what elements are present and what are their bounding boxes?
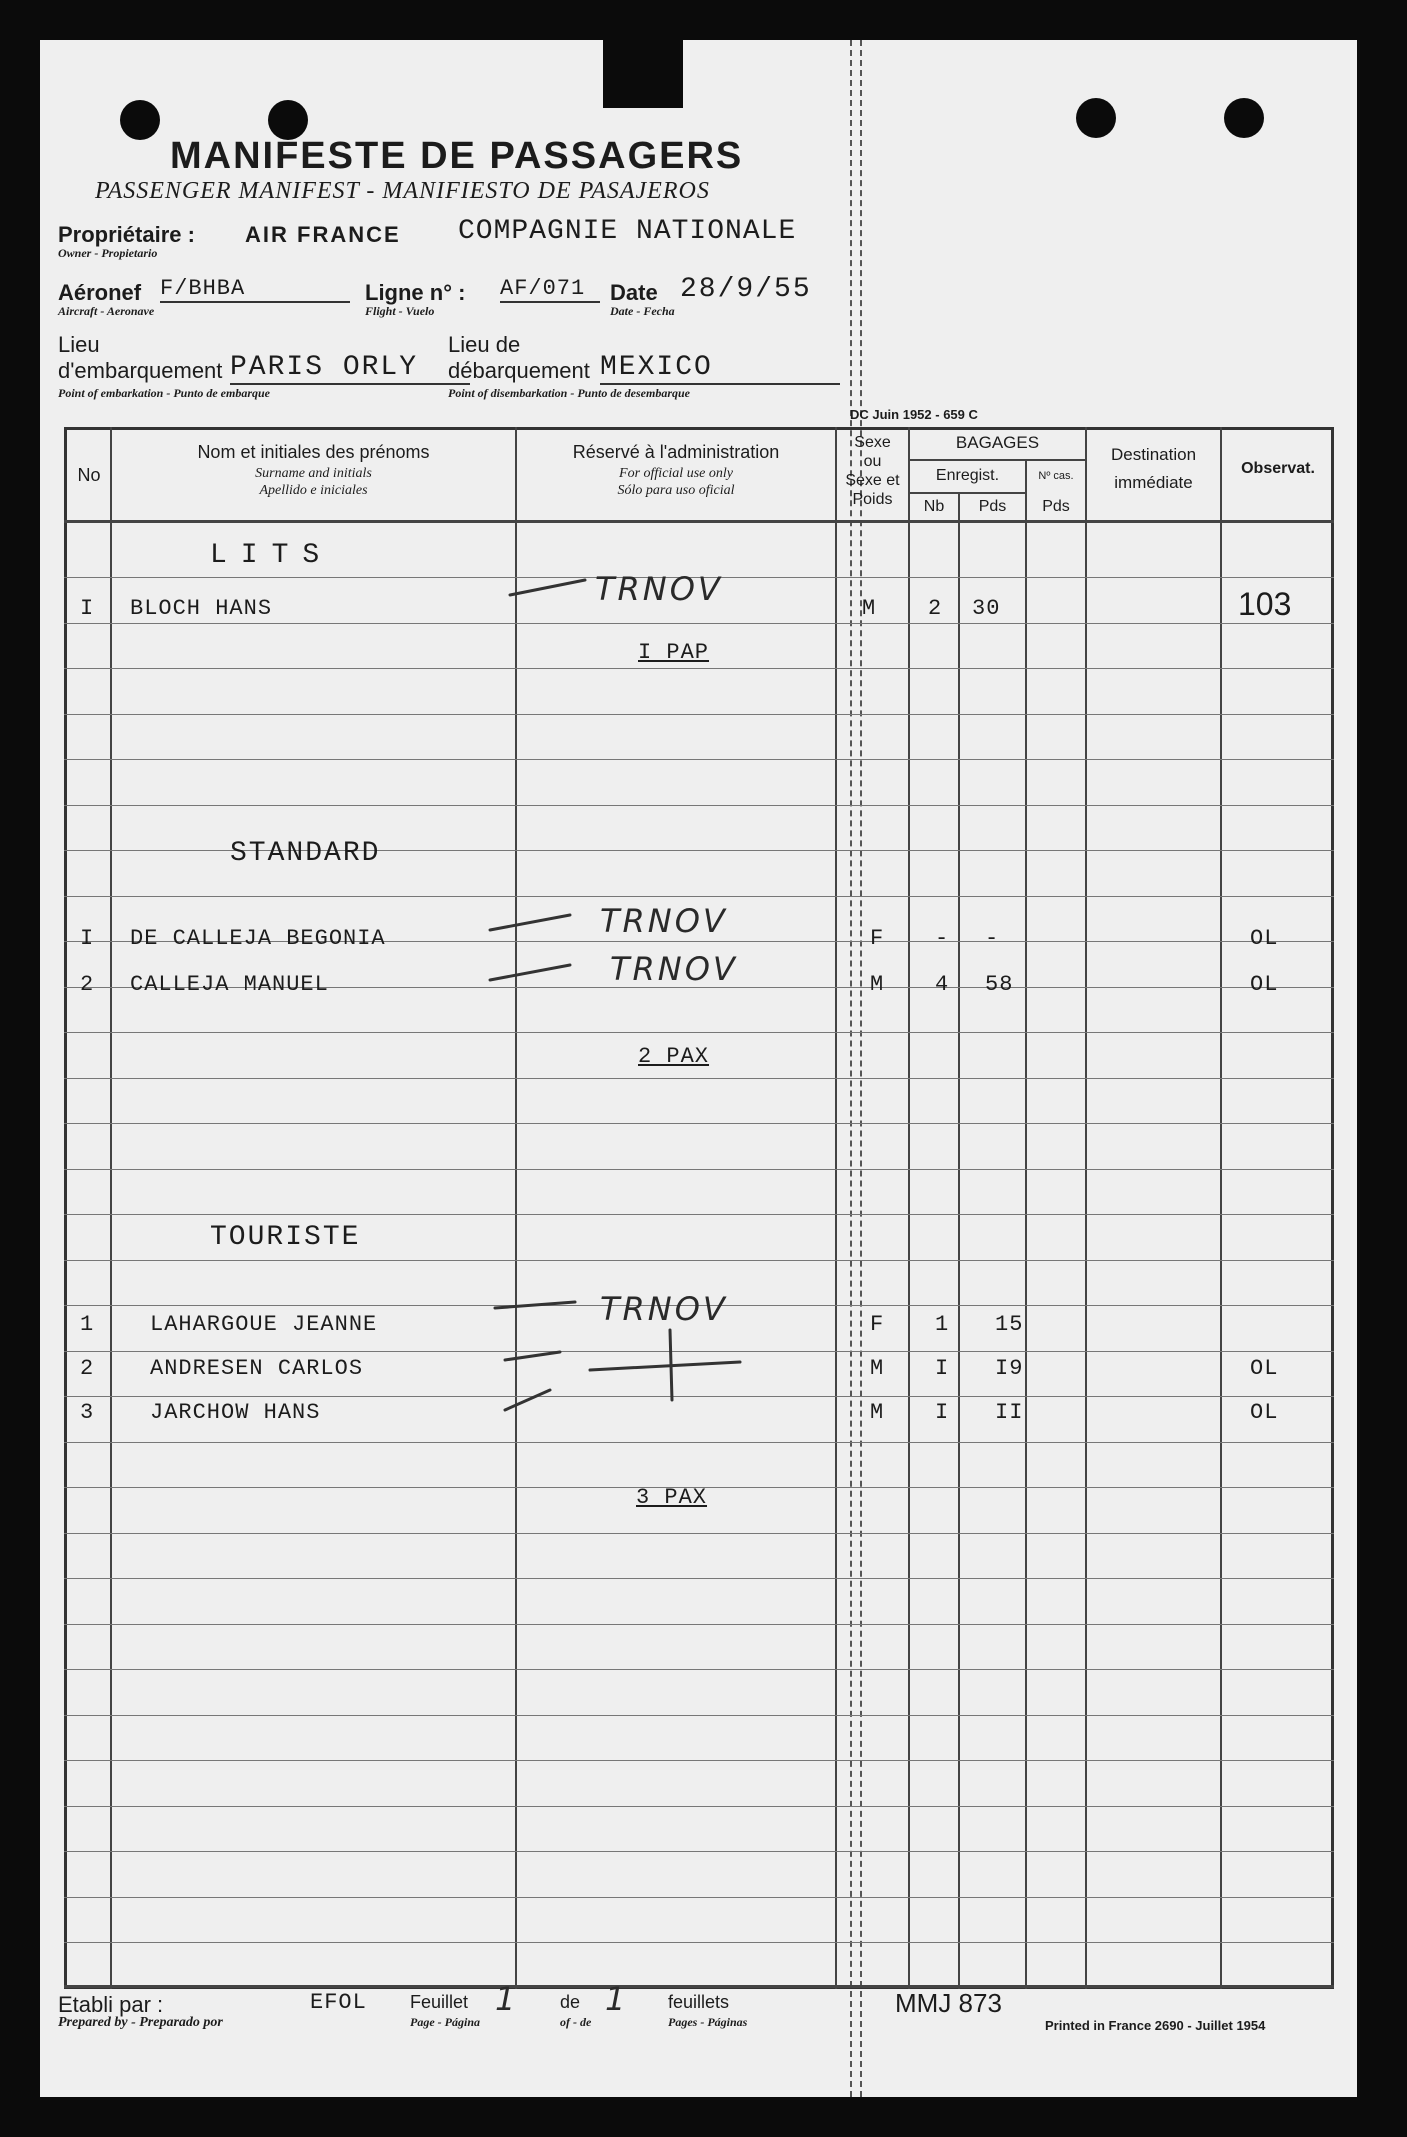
section-total-touriste: 3 PAX [636, 1485, 708, 1510]
row-no: I [80, 926, 95, 951]
aircraft-sub: Aircraft - Aeronave [58, 304, 155, 318]
date-sub: Date - Fecha [610, 304, 675, 318]
observation: OL [1250, 1356, 1279, 1381]
bag-nb: 2 [928, 596, 943, 621]
disembark-value: MEXICO [600, 352, 840, 385]
col-header-sex-1: Sexe [854, 434, 891, 451]
col-header-name: Nom et initiales des prénoms [197, 442, 430, 462]
bag-pds: 30 [972, 596, 1001, 621]
col-header-sex-3: Sexe et [845, 472, 900, 489]
prepared-value: EFOL [310, 1990, 367, 2015]
owner-sub: Owner - Propietario [58, 246, 158, 260]
embark-label-2: d'embarquement [58, 358, 223, 383]
section-total-lits: I PAP [638, 640, 710, 665]
admin-mark: TRNOV [595, 570, 723, 608]
form-code: DC Juin 1952 - 659 C [850, 407, 978, 422]
sex: F [870, 1312, 885, 1337]
bag-pds: 15 [995, 1312, 1024, 1337]
col-header-bagages: BAGAGES [955, 433, 1040, 452]
col-header-no: No [77, 465, 101, 485]
col-header-dest-2: immédiate [1114, 473, 1193, 492]
bag-nb: I [935, 1356, 950, 1381]
bag-pds: I9 [995, 1356, 1024, 1381]
col-header-sex-2: ou [863, 453, 882, 470]
row-no: 2 [80, 972, 95, 997]
page-title: MANIFESTE DE PASSAGERS [170, 135, 744, 177]
disembark-label-1: Lieu de [448, 332, 521, 357]
sex: M [870, 1400, 885, 1425]
footer-divider [64, 1985, 1334, 1988]
col-header-admin-sub1: For official use only [619, 466, 733, 481]
bag-nb: - [935, 926, 950, 951]
of-sub: of - de [560, 2015, 592, 2029]
observation: OL [1250, 972, 1279, 997]
flight-label: Ligne n° : [365, 280, 466, 305]
col-header-nb: Nb [923, 498, 945, 515]
sheet-label: Feuillet [410, 1992, 469, 2012]
passenger-name: JARCHOW HANS [150, 1400, 321, 1425]
sex: M [862, 596, 877, 621]
disembark-sub: Point of disembarkation - Punto de desembarque [448, 386, 691, 400]
sex: M [870, 972, 885, 997]
section-label-touriste: TOURISTE [210, 1222, 361, 1253]
row-no: 1 [80, 1312, 95, 1337]
of-label: de [560, 1992, 581, 2012]
printed-note: Printed in France 2690 - Juillet 1954 [1045, 2018, 1266, 2033]
row-no: I [80, 596, 95, 621]
embark-value: PARIS ORLY [230, 352, 470, 385]
prepared-label: Etabli par : [58, 1992, 164, 2017]
page-subtitle: PASSENGER MANIFEST - MANIFIESTO DE PASAJEROS [95, 178, 710, 204]
passenger-name: CALLEJA MANUEL [130, 972, 329, 997]
date-value: 28/9/55 [680, 274, 812, 305]
flight-sub: Flight - Vuelo [365, 304, 435, 318]
passenger-name: LAHARGOUE JEANNE [150, 1312, 378, 1337]
sheets-sub: Pages - Páginas [668, 2015, 748, 2029]
bag-pds: II [995, 1400, 1024, 1425]
passenger-name: DE CALLEJA BEGONIA [130, 926, 386, 951]
bag-nb: 1 [935, 1312, 950, 1337]
col-header-ncas: Nº cas. [1038, 470, 1074, 482]
aircraft-value: F/BHBA [160, 276, 350, 303]
admin-mark: TRNOV [600, 902, 728, 940]
date-label: Date [610, 280, 658, 305]
bag-pds: 58 [985, 972, 1014, 997]
section-total-standard: 2 PAX [638, 1044, 710, 1069]
passenger-name: BLOCH HANS [130, 596, 273, 621]
bag-nb: I [935, 1400, 950, 1425]
of-value: 1 [605, 1980, 629, 2018]
col-header-name-sub2: Apellido e iniciales [259, 483, 368, 498]
sheet-value: 1 [495, 1980, 519, 2018]
col-header-pds-2: Pds [1042, 498, 1070, 515]
sex: F [870, 926, 885, 951]
admin-mark: TRNOV [600, 1290, 728, 1328]
prepared-sub: Prepared by - Preparado por [58, 2015, 223, 2030]
embark-sub: Point of embarkation - Punto de embarque [58, 386, 271, 400]
manifest-sheet [40, 40, 1357, 2097]
col-header-dest-1: Destination [1110, 445, 1197, 464]
admin-mark: TRNOV [610, 950, 738, 988]
observation: OL [1250, 926, 1279, 951]
owner-value: AIR FRANCE [245, 222, 401, 247]
sheet-sub: Page - Página [410, 2015, 480, 2029]
sheets-label: feuillets [668, 1992, 730, 2012]
embark-label-1: Lieu [58, 332, 100, 357]
col-header-pds: Pds [978, 498, 1007, 515]
col-header-enreg: Enregist. [935, 467, 1000, 484]
section-label-standard: STANDARD [230, 838, 381, 869]
owner-value-2: COMPAGNIE NATIONALE [458, 216, 797, 247]
passenger-name: ANDRESEN CARLOS [150, 1356, 364, 1381]
row-no: 3 [80, 1400, 95, 1425]
handwritten-strokes [40, 40, 1357, 2097]
flight-value: AF/071 [500, 276, 600, 303]
reference-stamp: MMJ 873 [895, 1988, 1002, 2018]
sex: M [870, 1356, 885, 1381]
col-header-name-sub1: Surname and initials [255, 466, 372, 481]
col-header-admin-sub2: Sólo para uso oficial [617, 483, 735, 498]
owner-label: Propriétaire : [58, 222, 195, 247]
disembark-label-2: débarquement [448, 358, 590, 383]
col-header-obs: Observat. [1241, 460, 1315, 477]
aircraft-label: Aéronef [58, 280, 142, 305]
observation: OL [1250, 1400, 1279, 1425]
row-no: 2 [80, 1356, 95, 1381]
col-header-admin: Réservé à l'administration [572, 442, 780, 462]
observation: 103 [1238, 586, 1292, 622]
bag-pds: - [985, 926, 1000, 951]
bag-nb: 4 [935, 972, 950, 997]
col-header-sex-4: Poids [852, 491, 893, 508]
section-label-lits: LITS [210, 540, 334, 571]
